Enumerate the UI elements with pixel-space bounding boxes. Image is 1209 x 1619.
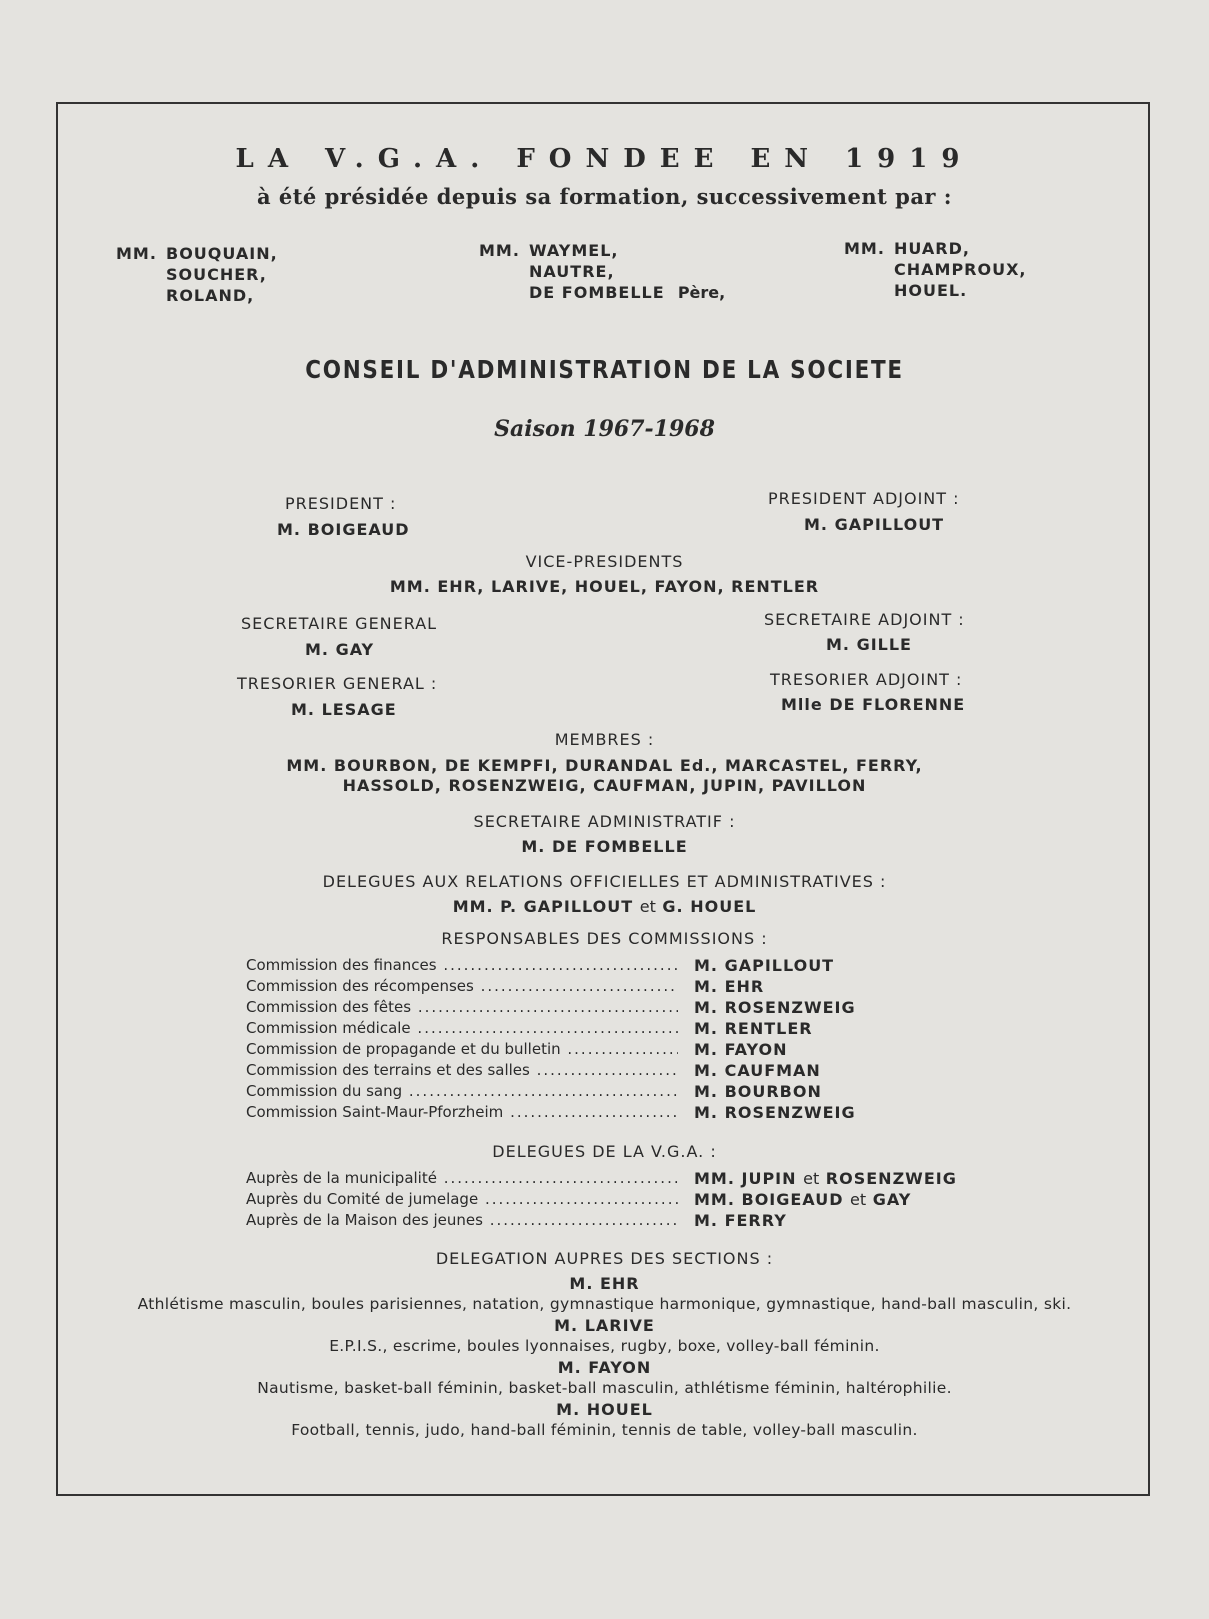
- president-name: NAUTRE,: [529, 262, 615, 281]
- commission-row: [246, 1103, 946, 1123]
- president-adjoint-name: M. GAPILLOUT: [804, 515, 945, 534]
- delegues-vga-label: DELEGUES DE LA V.G.A. :: [492, 1142, 717, 1161]
- delegues-relations-label: DELEGUES AUX RELATIONS OFFICIELLES ET ADMINISTRATIVES :: [322, 872, 887, 891]
- tresorier-general-label: TRESORIER GENERAL :: [237, 674, 438, 693]
- commission-name: Commission de propagande et du bulletin .....: [246, 1040, 678, 1058]
- president-name: ROLAND,: [166, 286, 255, 305]
- commission-head: M. ROSENZWEIG: [686, 1103, 856, 1122]
- commission-row: [246, 977, 946, 997]
- commission-row: [246, 1061, 946, 1081]
- tresorier-adjoint-label: TRESORIER ADJOINT :: [770, 670, 963, 689]
- commission-name: Commission du sang .....: [246, 1082, 678, 1100]
- delegue-place: Auprès de la Maison des jeunes .....: [246, 1211, 678, 1229]
- delegue-name: MM. BOIGEAUD: [694, 1190, 844, 1209]
- secretaire-admin-name: M. DE FOMBELLE: [521, 837, 688, 856]
- section-list: Athlétisme masculin, boules parisiennes, natation, gymnastique harmonique, gymnastique, hand-ball masculin, ski.: [137, 1295, 1072, 1313]
- delegue-place: Auprès de la municipalité .....: [246, 1169, 678, 1187]
- delegue-name: MM. P. GAPILLOUT: [452, 897, 634, 916]
- section-list: E.P.I.S., escrime, boules lyonnaises, rugby, boxe, volley-ball féminin.: [329, 1337, 880, 1355]
- commission-head: M. CAUFMAN: [686, 1061, 821, 1080]
- president-name: BOUQUAIN,: [166, 244, 278, 263]
- presidents-col-1: [116, 243, 278, 306]
- delegue-place: Auprès du Comité de jumelage .....: [246, 1190, 678, 1208]
- delegue-row: [246, 1169, 957, 1189]
- section-delegate-name: M. EHR: [569, 1274, 640, 1293]
- tresorier-general-name: M. LESAGE: [291, 700, 397, 719]
- presidents-prefix: MM.: [479, 241, 520, 260]
- president-suffix: Père,: [677, 283, 726, 302]
- sections-label: DELEGATION AUPRES DES SECTIONS :: [435, 1249, 774, 1268]
- commission-head: M. EHR: [686, 977, 764, 996]
- commission-name: Commission des récompenses .....: [246, 977, 678, 995]
- delegue-name: MM. JUPIN: [694, 1169, 797, 1188]
- commission-row: [246, 956, 946, 976]
- presidents-col-2: [479, 240, 725, 303]
- president-name: HUARD,: [894, 239, 970, 258]
- section-list: Football, tennis, judo, hand-ball féminin, tennis de table, volley-ball masculin.: [291, 1421, 918, 1439]
- commission-name: Commission des fêtes .....: [246, 998, 678, 1016]
- commission-name: Commission des terrains et des salles .....: [246, 1061, 678, 1079]
- founding-subtitle: à été présidée depuis sa formation, successivement par :: [256, 184, 953, 209]
- delegues-relations-names: [0, 897, 1209, 916]
- commission-name: Commission Saint-Maur-Pforzheim .....: [246, 1103, 678, 1121]
- delegue-row: [246, 1211, 946, 1231]
- tresorier-adjoint-name: Mlle DE FLORENNE: [781, 695, 966, 714]
- president-name: SOUCHER,: [166, 265, 267, 284]
- season-title: Saison 1967-1968: [494, 416, 715, 442]
- commission-row: [246, 1019, 946, 1039]
- president-label: PRESIDENT :: [285, 494, 397, 513]
- presidents-col-3: [844, 238, 1027, 301]
- commission-row: [246, 998, 946, 1018]
- president-name: HOUEL.: [894, 281, 968, 300]
- section-delegate-name: M. FAYON: [557, 1358, 652, 1377]
- vice-presidents-label: VICE-PRESIDENTS: [525, 552, 684, 571]
- commission-name: Commission médicale .....: [246, 1019, 678, 1037]
- delegue-row: [246, 1190, 946, 1210]
- conjunction: et: [850, 1190, 867, 1209]
- secretaire-general-name: M. GAY: [305, 640, 375, 659]
- president-name: DE FOMBELLE: [529, 283, 665, 302]
- membres-label: MEMBRES :: [554, 730, 655, 749]
- president-name: WAYMEL,: [529, 241, 619, 260]
- membres-line-1: MM. BOURBON, DE KEMPFI, DURANDAL Ed., MARCASTEL, FERRY,: [286, 756, 923, 775]
- commission-head: M. RENTLER: [686, 1019, 813, 1038]
- president-adjoint-label: PRESIDENT ADJOINT :: [768, 489, 960, 508]
- commission-row: [246, 1082, 946, 1102]
- section-list: Nautisme, basket-ball féminin, basket-ball masculin, athlétisme féminin, haltérophilie.: [257, 1379, 952, 1397]
- council-title: CONSEIL D'ADMINISTRATION DE LA SOCIETE: [305, 355, 904, 384]
- conjunction: et: [803, 1169, 820, 1188]
- section-delegate-name: M. HOUEL: [556, 1400, 653, 1419]
- president-name: CHAMPROUX,: [894, 260, 1027, 279]
- secretaire-adjoint-label: SECRETAIRE ADJOINT :: [764, 610, 965, 629]
- delegue-name: ROSENZWEIG: [825, 1169, 957, 1188]
- section-delegate-name: M. LARIVE: [554, 1316, 655, 1335]
- conjunction: et: [639, 897, 656, 916]
- commission-row: [246, 1040, 946, 1060]
- commission-head: M. GAPILLOUT: [686, 956, 834, 975]
- secretaire-admin-label: SECRETAIRE ADMINISTRATIF :: [473, 812, 736, 831]
- secretaire-general-label: SECRETAIRE GENERAL: [241, 614, 438, 633]
- presidents-prefix: MM.: [844, 239, 885, 258]
- commission-head: M. FAYON: [686, 1040, 788, 1059]
- commission-head: M. BOURBON: [686, 1082, 822, 1101]
- presidents-prefix: MM.: [116, 244, 157, 263]
- secretaire-adjoint-name: M. GILLE: [826, 635, 912, 654]
- delegue-name: GAY: [872, 1190, 912, 1209]
- vice-presidents-names: MM. EHR, LARIVE, HOUEL, FAYON, RENTLER: [389, 577, 820, 596]
- commissions-label: RESPONSABLES DES COMMISSIONS :: [441, 929, 768, 948]
- founding-title: LA V.G.A. FONDEE EN 1919: [235, 144, 974, 174]
- delegue-name: G. HOUEL: [662, 897, 757, 916]
- delegue-name: M. FERRY: [694, 1211, 787, 1230]
- commission-head: M. ROSENZWEIG: [686, 998, 856, 1017]
- membres-line-2: HASSOLD, ROSENZWEIG, CAUFMAN, JUPIN, PAVILLON: [342, 776, 867, 795]
- president-name: M. BOIGEAUD: [277, 520, 410, 539]
- commission-name: Commission des finances .....: [246, 956, 678, 974]
